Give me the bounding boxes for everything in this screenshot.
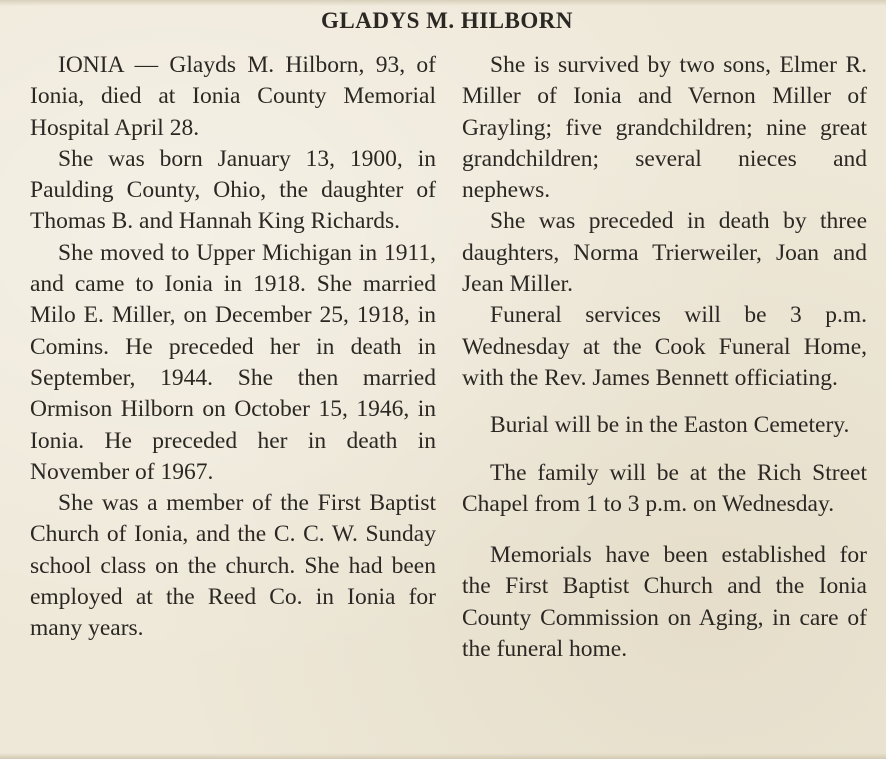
paragraph-survivors: She is survived by two sons, Elmer R. Miller of Ionia and Vernon Miller of Grayling; five grandchildren; nine great grandchildren; several nieces and nephews.	[462, 52, 867, 204]
paragraph-preceded: She was preceded in death by three daughters, Norma Trierweiler, Joan and Jean Miller.	[462, 208, 867, 298]
paragraph-birth: She was born January 13, 1900, in Paulding County, Ohio, the daughter of Thomas B. and Hannah King Richards.	[30, 145, 436, 235]
paper-edge-bottom	[0, 753, 886, 759]
paragraph-visitation: The family will be at the Rich Street Chapel from 1 to 3 p.m. on Wednesday.	[462, 459, 867, 517]
paragraph-funeral-services: Funeral services will be 3 p.m. Wednesday at the Cook Funeral Home, with the Rev. James Bennett officiating.	[462, 302, 867, 391]
paragraph-membership: She was a member of the First Baptist Church of Ionia, and the C. C. W. Sunday school class on the church. She had been employed at the Reed Co. in Ionia for many years.	[30, 490, 436, 642]
left-column	[30, 50, 436, 645]
paragraph-burial: Burial will be in the Easton Cemetery.	[490, 412, 850, 439]
paragraph-marriages: She moved to Upper Michigan in 1911, and came to Ionia in 1918. She married Milo E. Miller, on December 25, 1918, in Comins. He preceded her in death in September, 1944. She then married Ormison Hilborn on October 15, 1946, in Ionia. He preceded her in death in November of 1967.	[30, 239, 436, 485]
obituary-headline: GLADYS M. HILBORN	[321, 8, 573, 33]
right-column	[462, 50, 867, 665]
paragraph-death-notice: IONIA — Glayds M. Hilborn, 93, of Ionia, died at Ionia County Memorial Hospital April 28.	[30, 52, 436, 141]
paragraph-memorials: Memorials have been established for the First Baptist Church and the Ionia County Commission on Aging, in care of the funeral home.	[462, 542, 867, 663]
